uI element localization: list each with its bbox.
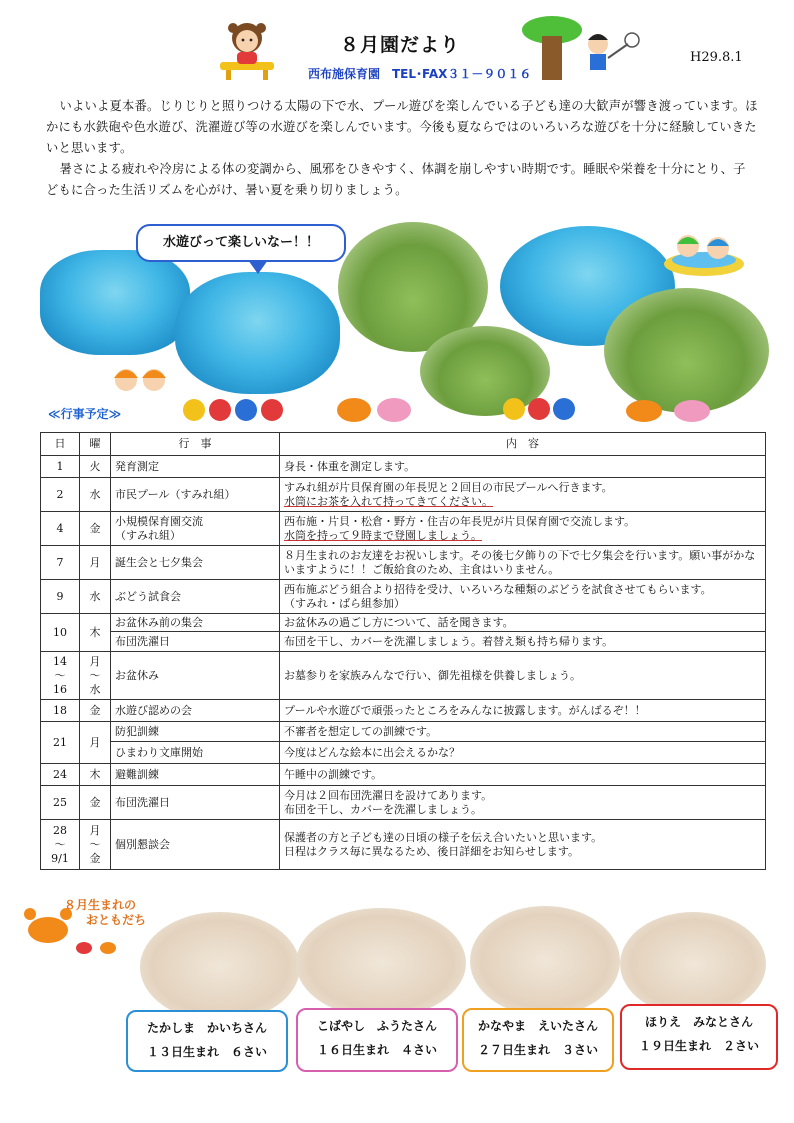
content-line: 布団を干し、カバーを洗濯しましょう。 [284,802,482,816]
row-event: 布団洗濯日 [111,786,280,820]
row-weekday: 水 [80,478,111,512]
intro-text [46,96,758,201]
child-birthday-info: １６日生まれ ４さい [316,1043,437,1057]
table-row [41,580,766,614]
tree-and-boy-with-net-icon [520,14,640,82]
row-day: 9 [41,580,80,614]
child-name: たかしま かいちさん [146,1021,267,1035]
row-day: 7 [41,546,80,580]
child-card-3 [462,1008,614,1072]
content-line: すみれ組が片貝保育園の年長児と２回目の市民プールへ行きます。 [284,480,613,494]
kids-in-pool-icon [662,222,746,278]
table-row [41,820,766,870]
child-photo-4 [620,912,766,1016]
table-row [41,512,766,546]
content-line: 水筒を持って９時まで登園しましょう。 [284,528,482,542]
child-card-2 [296,1008,458,1072]
table-row [41,786,766,820]
row-event: 市民プール（すみれ組） [111,478,280,512]
content-line: 西布施ぶどう組合より招待を受け、いろいろな種類のぶどうを試食させてもらいます。 [284,582,712,596]
table-row [41,614,766,632]
blobs-decoration-icon [334,394,604,424]
blobs-decoration-right-icon [620,396,730,424]
row-content: 身長・体重を測定します。 [280,456,766,478]
child-card-4 [620,1004,778,1070]
birthday-heading-line2: おともだち [86,913,147,927]
row-weekday: 木 [80,614,111,652]
row-content: ８月生まれのお友達をお祝いします。その後七夕飾りの下で七夕集会を行います。願い事がかないますように！！ご飯給食のため、主食はいりません。 [280,546,766,580]
table-row [41,764,766,786]
child-name: ほりえ みなとさん [644,1015,753,1029]
row-weekday: 月 [80,546,111,580]
table-row [41,456,766,478]
header-event: 行 事 [111,433,280,456]
row-day: 18 [41,700,80,722]
row-content [280,786,766,820]
row-event: ぶどう試食会 [111,580,280,614]
table-row [41,652,766,700]
row-weekday: 金 [80,700,111,722]
row-weekday: 金 [80,786,111,820]
row-content: 布団を干し、カバーを洗濯しましょう。着替え類も持ち帰ります。 [280,632,766,652]
row-content: プールや水遊びで頑張ったところをみんなに披露します。がんばるぞ！！ [280,700,766,722]
row-content [280,580,766,614]
kids-helmets-icon [110,358,170,398]
row-event: 小規模保育園交流 （すみれ組） [111,512,280,546]
row-content: お墓参りを家族みんなで行い、御先祖様を供養しましょう。 [280,652,766,700]
child-photo-1 [140,912,300,1022]
header-day: 日 [41,433,80,456]
page-title: ８月園だより [340,34,461,56]
row-day: 24 [41,764,80,786]
content-line: 水筒にお茶を入れて持ってきてください。 [284,494,493,508]
table-header-row [41,433,766,456]
child-photo-2 [296,908,466,1018]
row-event: お盆休み [111,652,280,700]
row-event: 避難訓練 [111,764,280,786]
row-event: 個別懇談会 [111,820,280,870]
row-day: 14 ～ 16 [41,652,80,700]
child-photo-3 [470,906,620,1016]
row-content [280,820,766,870]
schedule-label: ≪行事予定≫ [48,407,122,421]
row-event: 水遊び認めの会 [111,700,280,722]
child-name: かなやま えいたさん [477,1019,598,1033]
intro-paragraph-1: いよいよ夏本番。じりじりと照りつける太陽の下で水、プール遊びを楽しんでいる子ども達の大歓声が響き渡っています。ほかにも水鉄砲や色水遊び、洗濯遊び等の水遊びを楽しんでいます。今後も夏ならではのいろいろな遊びを十分に経験していきたいと思います。 [46,99,758,155]
issue-date: H29.8.1 [690,50,743,65]
row-content [280,478,766,512]
table-row [41,722,766,742]
schedule-table [40,432,766,870]
table-row [41,742,766,764]
row-event: ひまわり文庫開始 [111,742,280,764]
row-day: 4 [41,512,80,546]
row-content: 今度はどんな絵本に出会えるかな？ [280,742,766,764]
girl-on-bench-icon [218,18,276,82]
row-day: 2 [41,478,80,512]
row-event: お盆休み前の集会 [111,614,280,632]
content-line: 日程はクラス毎に異なるため、後日詳細をお知らせします。 [284,844,580,858]
school-contact: 西布施保育園 TEL･FAX３１－９０１６ [308,67,532,81]
row-day: 1 [41,456,80,478]
table-row [41,478,766,512]
child-card-1 [126,1010,288,1072]
row-content: 午睡中の訓練です。 [280,764,766,786]
row-content [280,512,766,546]
birthday-heading-line1: ８月生まれの [64,898,137,912]
child-birthday-info: １３日生まれ ６さい [146,1045,267,1059]
photo-pool-1 [40,250,190,355]
row-content: 不審者を想定しての訓練です。 [280,722,766,742]
row-weekday: 月 [80,722,111,764]
content-line: 保護者の方と子ども達の日頃の様子を伝え合いたいと思います。 [284,830,603,844]
speech-bubble: 水遊びって楽しいなー！！ [136,224,346,262]
row-day: 21 [41,722,80,764]
child-birthday-info: １９日生まれ ２さい [638,1039,759,1053]
birthday-heading [64,898,146,928]
intro-paragraph-2: 暑さによる疲れや冷房による体の変調から、風邪をひきやすく、体調を崩しやすい時期です。睡眠や栄養を十分にとり、子どもに合った生活リズムを心がけ、暑い夏を乗り切りましょう。 [46,162,746,197]
table-row [41,632,766,652]
row-event: 布団洗濯日 [111,632,280,652]
row-day: 25 [41,786,80,820]
row-content: お盆休みの過ごし方について、話を聞きます。 [280,614,766,632]
row-weekday: 月 ～ 金 [80,820,111,870]
header-weekday: 曜 [80,433,111,456]
content-line: 今月は２回布団洗濯日を設けてあります。 [284,788,493,802]
content-line: 西布施・片貝・松倉・野方・住吉の年長児が片貝保育園で交流します。 [284,514,636,528]
row-event: 誕生会と七夕集会 [111,546,280,580]
birds-decoration-icon [180,392,290,428]
table-row [41,700,766,722]
photo-water-play-3 [604,288,769,413]
content-line: （すみれ・ばら組参加） [284,596,405,610]
photo-pool-2 [175,272,340,394]
row-event: 防犯訓練 [111,722,280,742]
row-event: 発育測定 [111,456,280,478]
row-weekday: 金 [80,512,111,546]
child-name: こばやし ふうたさん [316,1019,437,1033]
row-weekday: 月 ～ 水 [80,652,111,700]
row-weekday: 木 [80,764,111,786]
row-weekday: 水 [80,580,111,614]
row-weekday: 火 [80,456,111,478]
table-row [41,546,766,580]
row-day: 10 [41,614,80,652]
row-day: 28 ～ 9/1 [41,820,80,870]
child-birthday-info: ２７日生まれ ３さい [477,1043,598,1057]
header-content: 内 容 [280,433,766,456]
